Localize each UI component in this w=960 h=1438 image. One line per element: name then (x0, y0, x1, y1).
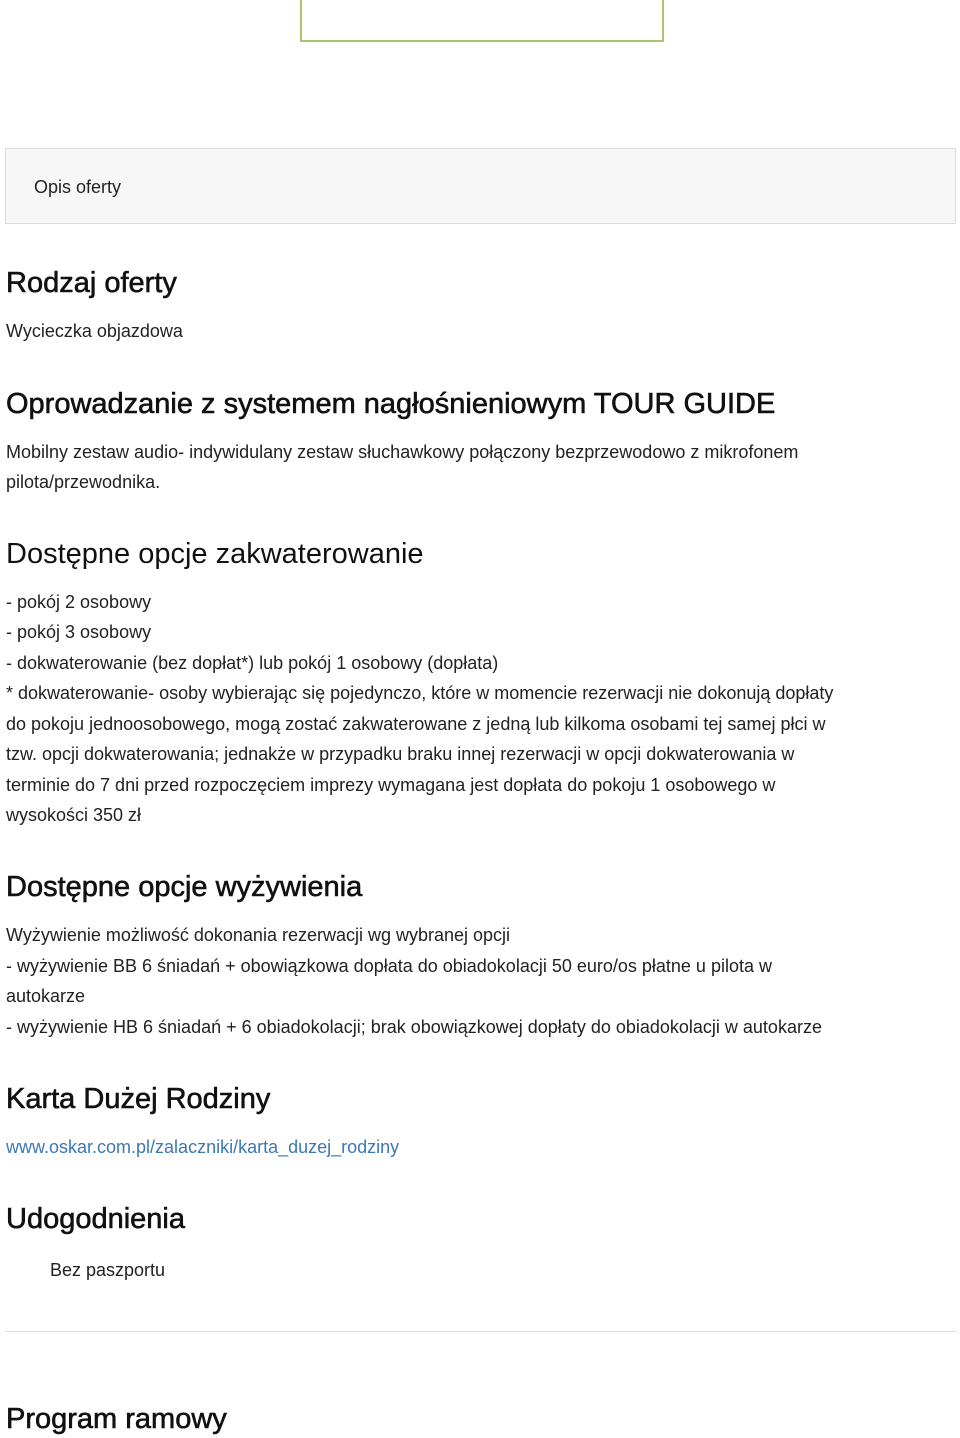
facility-item: Bez paszportu (50, 1260, 166, 1280)
section-title-meals: Dostępne opcje wyżywienia (6, 871, 363, 903)
accommodation-line: - pokój 3 osobowy (6, 622, 152, 642)
section-title-facilities: Udogodnienia (6, 1203, 185, 1235)
family-card-link-wrapper (6, 1132, 399, 1163)
tab-label: Opis oferty (34, 177, 122, 197)
family-card-link[interactable]: www.oskar.com.pl/zalaczniki/karta_duzej_rodziny (6, 1137, 400, 1157)
section-title-tour-guide: Oprowadzanie z systemem nagłośnieniowym TOUR GUIDE (6, 388, 776, 420)
accommodation-line: terminie do 7 dni przed rozpoczęciem imprezy wymagana jest dopłata do pokoju 1 osobowego w (6, 775, 776, 795)
tour-guide-line-2: pilota/przewodnika. (6, 472, 161, 492)
meals-line: - wyżywienie HB 6 śniadań + 6 obiadokolacji; brak obowiązkowej dopłaty do obiadokolacji w autokarze (6, 1017, 822, 1037)
meals-line: autokarze (6, 986, 86, 1006)
section-title-program: Program ramowy (6, 1403, 227, 1435)
tour-guide-line-1: Mobilny zestaw audio- indywidulany zestaw słuchawkowy połączony bezprzewodowo z mikrofonem (6, 442, 799, 462)
accommodation-line: tzw. opcji dokwaterowania; jednakże w przypadku braku innej rezerwacji w opcji dokwaterowania w (6, 744, 795, 764)
meals-line: - wyżywienie BB 6 śniadań + obowiązkowa dopłata do obiadokolacji 50 euro/os płatne u pilota w (6, 956, 772, 976)
accommodation-line: wysokości 350 zł (6, 805, 142, 825)
accommodation-line: do pokoju jednoosobowego, mogą zostać zakwaterowane z jedną lub kilkoma osobami tej samej płci w (6, 714, 826, 734)
top-frame (300, 0, 664, 42)
meals-line: Wyżywienie możliwość dokonania rezerwacji wg wybranej opcji (6, 925, 511, 945)
section-title-family-card: Karta Dużej Rodziny (6, 1083, 271, 1115)
accommodation-line: * dokwaterowanie- osoby wybierając się pojedynczo, które w momencie rezerwacji nie dokonują dopłaty (6, 683, 834, 703)
accommodation-line: - pokój 2 osobowy (6, 592, 152, 612)
offer-type-value: Wycieczka objazdowa (6, 321, 183, 341)
tab-opis-oferty[interactable] (5, 148, 956, 224)
section-title-accommodation: Dostępne opcje zakwaterowanie (6, 538, 424, 570)
section-title-offer-type: Rodzaj oferty (6, 267, 177, 299)
section-divider (5, 1331, 957, 1332)
accommodation-line: - dokwaterowanie (bez dopłat*) lub pokój 1 osobowy (dopłata) (6, 653, 499, 673)
